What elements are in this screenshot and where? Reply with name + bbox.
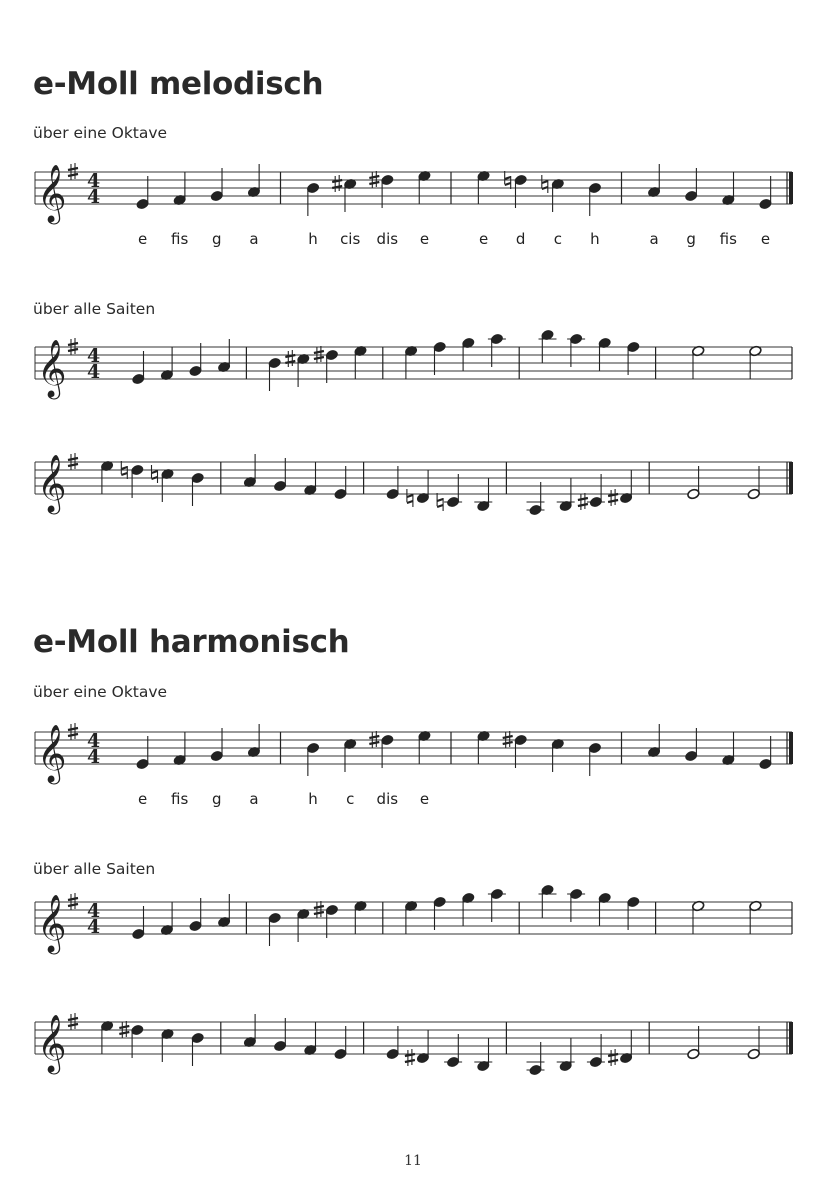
note bbox=[314, 901, 339, 938]
note bbox=[132, 351, 145, 385]
note bbox=[567, 333, 585, 367]
note bbox=[749, 345, 762, 379]
note bbox=[444, 1034, 462, 1068]
note bbox=[100, 1020, 113, 1054]
note-name-label: c bbox=[346, 790, 355, 808]
note bbox=[647, 164, 660, 198]
time-signature-bottom: 4 bbox=[87, 361, 101, 383]
sharp-icon bbox=[578, 493, 588, 510]
note bbox=[462, 892, 475, 926]
treble-clef-icon: 𝄞 bbox=[37, 339, 67, 397]
sharp-icon bbox=[608, 1049, 618, 1066]
subtitle-melodic-octave: über eine Oktave bbox=[33, 124, 168, 142]
natural-icon bbox=[542, 175, 548, 193]
note-name-label: fis bbox=[171, 790, 189, 808]
note bbox=[437, 474, 462, 511]
note bbox=[173, 172, 186, 206]
note-name-label: e bbox=[419, 230, 430, 248]
note bbox=[405, 1030, 430, 1066]
note bbox=[567, 888, 585, 922]
note bbox=[687, 1026, 700, 1060]
note bbox=[488, 888, 506, 922]
note bbox=[539, 329, 557, 363]
note bbox=[119, 1021, 144, 1058]
note bbox=[173, 732, 186, 766]
note bbox=[527, 1042, 545, 1076]
subtitle-harmonic-octave: über eine Oktave bbox=[33, 683, 168, 701]
note bbox=[304, 462, 317, 496]
note-name-label: e bbox=[137, 790, 148, 808]
staff-harmonic-all-strings-2 bbox=[0, 1000, 826, 1100]
note bbox=[608, 1030, 633, 1066]
note bbox=[474, 478, 492, 512]
note-name-label: a bbox=[249, 790, 259, 808]
note bbox=[587, 1034, 605, 1068]
note bbox=[189, 898, 202, 932]
note bbox=[243, 454, 256, 488]
note bbox=[759, 736, 772, 770]
note bbox=[132, 906, 145, 940]
sharp-icon bbox=[332, 175, 342, 192]
note bbox=[160, 902, 173, 936]
note bbox=[217, 339, 230, 373]
note bbox=[759, 176, 772, 210]
note-name-label: e bbox=[760, 230, 771, 248]
note-name-label: fis bbox=[171, 230, 189, 248]
note bbox=[152, 465, 175, 502]
time-signature-bottom: 4 bbox=[87, 746, 101, 768]
time-signature-top: 4 bbox=[87, 170, 101, 192]
note bbox=[557, 1038, 575, 1072]
note bbox=[687, 466, 700, 500]
note bbox=[136, 176, 149, 210]
note bbox=[404, 900, 417, 934]
note bbox=[334, 1026, 347, 1060]
note bbox=[588, 742, 601, 776]
note-name-label: g bbox=[686, 230, 696, 248]
subtitle-melodic-all-strings: über alle Saiten bbox=[33, 300, 156, 318]
sharp-icon bbox=[608, 489, 618, 506]
page-number: 11 bbox=[404, 1153, 422, 1169]
note bbox=[749, 900, 762, 934]
note bbox=[243, 1014, 256, 1048]
treble-clef-icon: 𝄞 bbox=[37, 1014, 67, 1072]
note bbox=[268, 357, 281, 391]
treble-clef-icon: 𝄞 bbox=[37, 724, 67, 782]
note bbox=[488, 333, 506, 367]
note bbox=[369, 171, 394, 208]
note-name-label: g bbox=[212, 790, 222, 808]
note-name-label: a bbox=[249, 230, 259, 248]
note bbox=[306, 182, 319, 216]
note-name-label: g bbox=[212, 230, 222, 248]
note bbox=[268, 912, 281, 946]
time-signature-bottom: 4 bbox=[87, 916, 101, 938]
note bbox=[189, 343, 202, 377]
note bbox=[627, 341, 640, 375]
note bbox=[539, 884, 557, 918]
final-barline-thick bbox=[789, 1022, 793, 1054]
note-name-label: e bbox=[478, 230, 489, 248]
note bbox=[334, 466, 347, 500]
treble-clef-icon: 𝄞 bbox=[37, 454, 67, 512]
note-name-label: c bbox=[553, 230, 562, 248]
note bbox=[598, 892, 611, 926]
note bbox=[578, 474, 605, 510]
note bbox=[332, 175, 357, 212]
note bbox=[285, 350, 310, 387]
note bbox=[747, 466, 760, 500]
time-signature-top: 4 bbox=[87, 345, 101, 367]
note bbox=[722, 172, 735, 206]
note bbox=[354, 900, 367, 934]
note bbox=[100, 460, 113, 494]
note bbox=[503, 731, 528, 768]
final-barline-thick bbox=[789, 172, 793, 204]
sharp-icon bbox=[405, 1049, 415, 1066]
natural-icon bbox=[407, 489, 413, 507]
time-signature-bottom: 4 bbox=[87, 186, 101, 208]
note bbox=[404, 345, 417, 379]
note-name-label: dis bbox=[376, 230, 399, 248]
note bbox=[344, 738, 357, 772]
staff-harmonic-all-strings-1 bbox=[0, 880, 826, 970]
note bbox=[297, 908, 310, 942]
note bbox=[314, 346, 339, 383]
note bbox=[306, 742, 319, 776]
treble-clef-icon: 𝄞 bbox=[37, 164, 67, 222]
note-name-label: dis bbox=[376, 790, 399, 808]
note bbox=[685, 168, 698, 202]
note bbox=[557, 478, 575, 512]
note bbox=[418, 170, 431, 204]
time-signature-top: 4 bbox=[87, 900, 101, 922]
note bbox=[462, 337, 475, 371]
note bbox=[247, 164, 260, 198]
note bbox=[647, 724, 660, 758]
note bbox=[386, 1026, 399, 1060]
time-signature-top: 4 bbox=[87, 730, 101, 752]
note bbox=[161, 1028, 174, 1062]
sharp-icon bbox=[285, 350, 295, 367]
note-name-label: cis bbox=[340, 230, 361, 248]
note bbox=[369, 731, 394, 768]
note-name-label: h bbox=[308, 790, 318, 808]
treble-clef-icon: 𝄞 bbox=[37, 894, 67, 952]
note bbox=[627, 896, 640, 930]
note-name-label: fis bbox=[719, 230, 737, 248]
note bbox=[477, 730, 490, 764]
note bbox=[210, 168, 223, 202]
staff-melodic-octave bbox=[0, 150, 826, 250]
note-name-label: h bbox=[590, 230, 600, 248]
final-barline-thick bbox=[789, 462, 793, 494]
section-title-melodic: e-Moll melodisch bbox=[33, 66, 324, 102]
note bbox=[273, 1018, 286, 1052]
note bbox=[474, 1038, 492, 1072]
note bbox=[386, 466, 399, 500]
staff-harmonic-octave bbox=[0, 710, 826, 810]
note bbox=[692, 345, 705, 379]
note bbox=[191, 472, 204, 506]
final-barline-thick bbox=[789, 732, 793, 764]
note bbox=[210, 728, 223, 762]
note bbox=[477, 170, 490, 204]
note bbox=[160, 347, 173, 381]
note bbox=[354, 345, 367, 379]
note bbox=[722, 732, 735, 766]
note-name-label: a bbox=[649, 230, 659, 248]
note bbox=[685, 728, 698, 762]
staff-melodic-all-strings-1 bbox=[0, 325, 826, 415]
note bbox=[527, 482, 545, 516]
note-name-label: d bbox=[515, 230, 526, 248]
note bbox=[588, 182, 601, 216]
note bbox=[608, 470, 633, 506]
subtitle-harmonic-all-strings: über alle Saiten bbox=[33, 860, 156, 878]
note bbox=[191, 1032, 204, 1066]
note bbox=[542, 175, 565, 212]
note-name-label: h bbox=[308, 230, 318, 248]
section-title-harmonic: e-Moll harmonisch bbox=[33, 624, 350, 660]
note bbox=[505, 171, 528, 208]
note bbox=[217, 894, 230, 928]
note bbox=[136, 736, 149, 770]
note bbox=[598, 337, 611, 371]
note bbox=[551, 738, 564, 772]
note bbox=[247, 724, 260, 758]
note bbox=[304, 1022, 317, 1056]
note bbox=[692, 900, 705, 934]
staff-melodic-all-strings-2 bbox=[0, 440, 826, 540]
natural-icon bbox=[152, 465, 158, 483]
note bbox=[121, 461, 144, 498]
note bbox=[273, 458, 286, 492]
natural-icon bbox=[437, 493, 443, 511]
note bbox=[407, 470, 430, 507]
note bbox=[747, 1026, 760, 1060]
note bbox=[433, 341, 446, 375]
note bbox=[418, 730, 431, 764]
note-name-label: e bbox=[419, 790, 430, 808]
note-name-label: e bbox=[137, 230, 148, 248]
note bbox=[433, 896, 446, 930]
